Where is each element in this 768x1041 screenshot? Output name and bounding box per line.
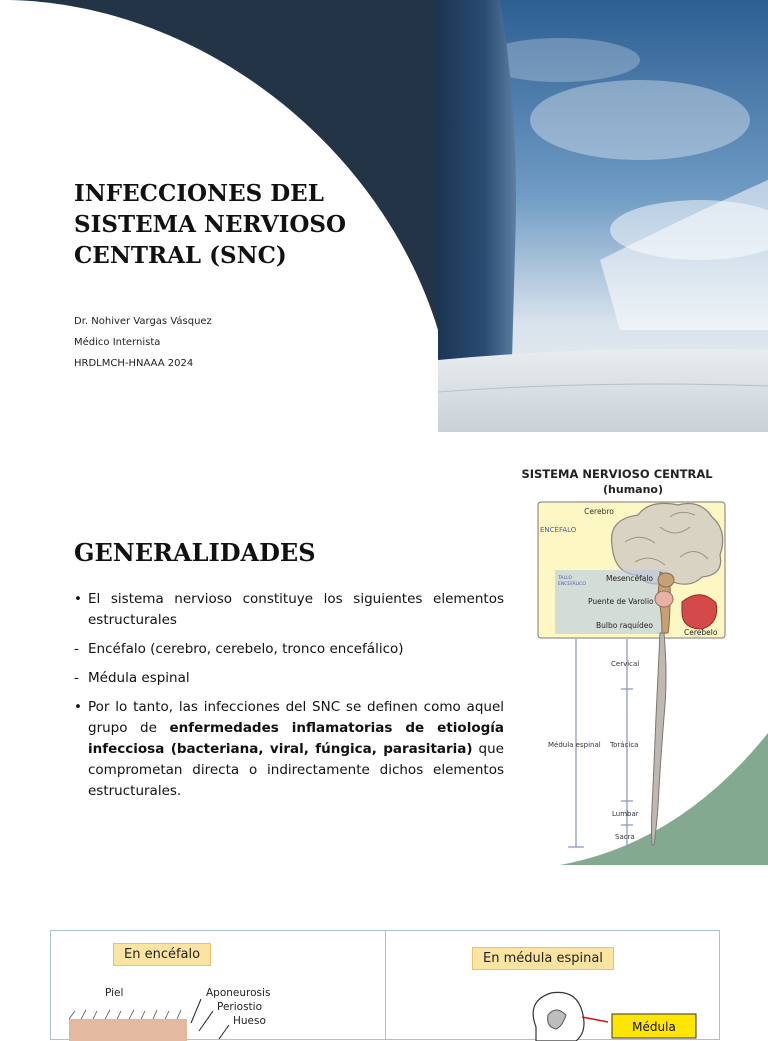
- list-item: - Médula espinal: [74, 670, 190, 686]
- slide-generalidades: [0, 433, 768, 865]
- svg-text:Mesencéfalo: Mesencéfalo: [606, 574, 654, 583]
- encephalon-panel: [50, 930, 386, 1040]
- section-heading: GENERALIDADES: [74, 538, 316, 567]
- list-item: • El sistema nervioso constituye los siguientes elementos estructurales: [74, 591, 504, 628]
- slide-title: [0, 0, 768, 432]
- list-item: • Por lo tanto, las infecciones del SNC se definen como aquel grupo de enfermedades inflamatorias de etiología infecciosa (bacteriana, viral, fúngica, parasitaria) que comprometan directa o indirectamente dichos elementos estructurales.: [74, 699, 504, 799]
- author-institution: HRDLMCH-HNAAA 2024: [74, 358, 194, 369]
- diagram-subtitle: (humano): [603, 483, 663, 496]
- diagram-title: SISTEMA NERVIOSO CENTRAL: [521, 467, 713, 481]
- svg-text:Torácica: Torácica: [610, 741, 639, 749]
- svg-text:Sacra: Sacra: [615, 833, 635, 841]
- cns-diagram: [521, 447, 730, 857]
- highlighted-definition: enfermedades inflamatorias de etiología infecciosa (bacteriana, viral, fúngica, parasitaria): [88, 720, 504, 757]
- svg-text:Cerebelo: Cerebelo: [684, 628, 718, 637]
- svg-text:Lumbar: Lumbar: [612, 810, 639, 818]
- svg-text:Periostio: Periostio: [217, 1001, 263, 1013]
- meninges-diagram: [51, 931, 387, 1041]
- spinal-label: En médula espinal: [472, 947, 614, 970]
- svg-text:ENCÉFALO: ENCÉFALO: [540, 526, 577, 534]
- svg-text:Cervical: Cervical: [611, 660, 640, 668]
- svg-text:Bulbo raquídeo: Bulbo raquídeo: [596, 621, 653, 630]
- author-name: Dr. Nohiver Vargas Vásquez: [74, 316, 212, 327]
- svg-text:Piel: Piel: [105, 987, 124, 999]
- svg-text:Aponeurosis: Aponeurosis: [206, 987, 271, 999]
- svg-text:Hueso: Hueso: [233, 1015, 266, 1027]
- presentation-title: INFECCIONES DEL SISTEMA NERVIOSO CENTRAL (SNC): [74, 180, 347, 269]
- svg-text:TALLO: TALLO: [558, 576, 572, 581]
- svg-text:Médula espinal: Médula espinal: [548, 741, 601, 749]
- svg-text:Cerebro: Cerebro: [584, 507, 614, 516]
- bullet-list: [74, 589, 504, 810]
- spinal-panel: [385, 930, 720, 1040]
- list-item: - Encéfalo (cerebro, cerebelo, tronco encefálico): [74, 641, 404, 657]
- svg-text:ENCEFÁLICO: ENCEFÁLICO: [558, 582, 586, 587]
- svg-text:Puente de Varolio: Puente de Varolio: [588, 597, 654, 606]
- spinal-cord-shape: [652, 633, 667, 845]
- author-role: Médico Internista: [74, 337, 161, 348]
- cerebellum-shape: [682, 595, 717, 629]
- slide-locations: [0, 866, 768, 1034]
- encephalon-label: En encéfalo: [113, 943, 211, 966]
- medula-tag: Médula: [632, 1020, 676, 1034]
- spinal-cord-section: [386, 931, 721, 1041]
